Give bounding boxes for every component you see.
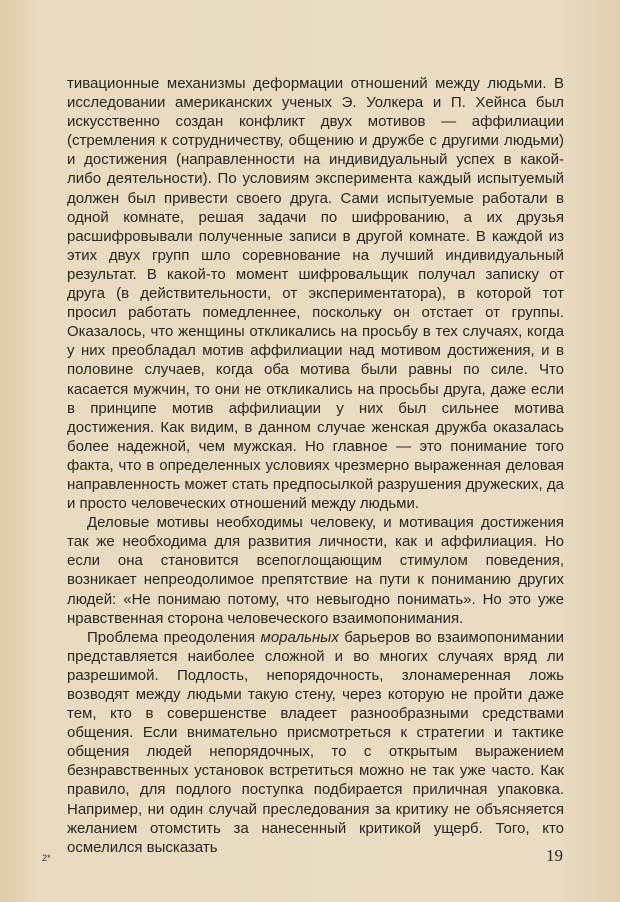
text-run: тивационные механизмы деформации отношений между людьми. В исследовании американских ученых Э. Уолкера и П. Хейнса был искусственно создан конфликт двух мотивов — аффилиации (стремления к сотрудничеству, общению и дружбе с другими людьми) и достижения (направленности на индивидуальный успех в какой-либо деятельности). По условиям эксперимента каждый испытуемый должен был привести своего друга. Сами испытуемые работали в одной комнате, решая задачи по шифрованию, а их друзья расшифровывали полученные записи в другой комнате. В каждой из этих двух групп шло соревнование на лучший индивидуальный результат. В какой-то момент шифровальщик получал записку от друга (в действительности, от экспериментатора), в которой тот просил работать помедленнее, поскольку он отстает от группы. Оказалось, что женщины откликались на просьбу в тех случаях, когда у них преобладал мотив аффилиации над мотивом достижения, и в половине случаев, когда оба мотива были равны по силе. Что касается мужчин, то они не откликались на просьбы друга, даже если в принципе мотив аффилиации у них был сильнее мотива достижения. Как видим, в данном случае женская дружба оказалась более надежной, чем мужская. Но главное — это понимание того факта, что в определенных условиях чрезмерно выраженная деловая направленность может стать предпосылкой разрушения дружеских, да и просто человеческих отношений между людьми. xyxy=(67,75,564,513)
paragraph xyxy=(67,513,564,628)
text-run: барьеров во взаимопонимании представляется наиболее сложной и во многих случаях вряд ли разрешимой. Подлость, непорядочность, злонамеренная ложь возводят между людьми такую стену, через которую не пройти даже тем, кто в совершенстве владеет разнообразными средствами общения. Если внимательно присмотреться к стратегии и тактике общения людей непорядочных, то с открытым выражением безнравственных установок встретиться можно не так уже часто. Как правило, для подлого поступка подбирается приличная упаковка. Например, ни один случай преследования за критику не объясняется желанием отомстить за нанесенный критикой ущерб. Того, кто осмелился высказать xyxy=(67,628,565,856)
page-number: 19 xyxy=(546,846,563,865)
paragraph xyxy=(67,628,564,857)
italic-term: моральных xyxy=(260,628,339,646)
signature-mark: 2* xyxy=(42,853,51,863)
paragraph xyxy=(67,74,564,513)
text-run: Деловые мотивы необходимы человеку, и мотивация достижения так же необходима для развития личности, как и аффилиация. Но если она становится всепоглощающим стимулом поведения, возникает непреодолимое препятствие на пути к пониманию других людей: «Не понимаю потому, что невыгодно понимать». Но это уже нравственная сторона человеческого взаимопонимания. xyxy=(67,514,564,627)
text-run: Проблема преодоления xyxy=(87,628,261,646)
body-text xyxy=(67,74,564,857)
